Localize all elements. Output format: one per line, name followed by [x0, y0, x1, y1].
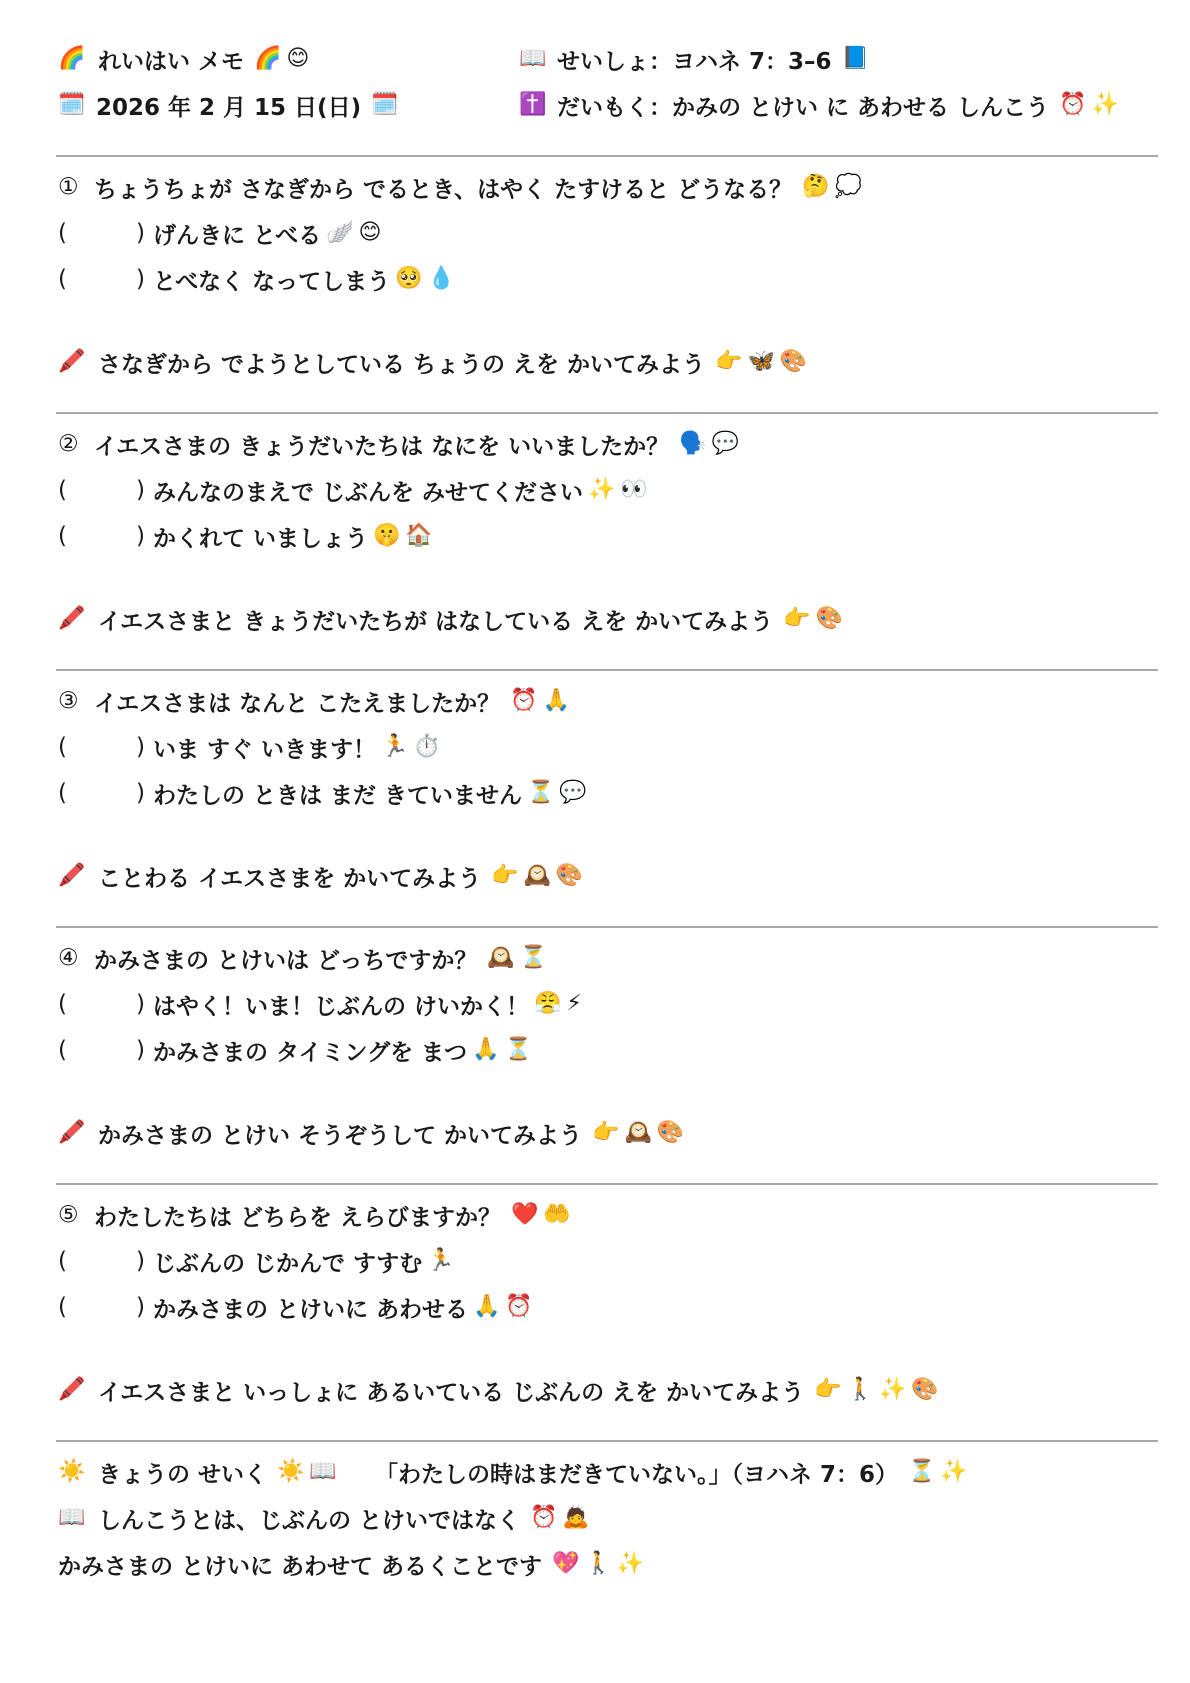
- pointing-right-icon: 👉: [783, 606, 811, 631]
- huffing-face-icon: 😤: [534, 991, 562, 1016]
- drawing-prompt-text: さなぎから でようとしている ちょうの えを かいてみよう: [98, 351, 706, 378]
- alarm-clock-icon: ⏰: [505, 1294, 533, 1319]
- latin-cross-icon: ✝️: [519, 92, 547, 117]
- pointing-right-icon: 👉: [814, 1377, 842, 1402]
- worksheet-header: [58, 36, 1158, 128]
- drawing-prompt: [58, 853, 1158, 899]
- hourglass-icon: ⏳: [504, 1037, 532, 1062]
- artist-palette-icon: 🎨: [779, 349, 808, 374]
- answer-blank-open-paren: (: [58, 991, 67, 1017]
- sparkles-icon: ✨: [878, 1377, 907, 1402]
- option-text: かみさまの タイミングを まつ: [152, 1039, 468, 1066]
- crayon-icon: 🖍️: [58, 863, 86, 888]
- header-row-1: [58, 36, 1158, 82]
- answer-option: [58, 1284, 1158, 1330]
- option-text: わたしの ときは まだ きていません: [152, 782, 523, 809]
- question-number: ⑤: [58, 1202, 79, 1228]
- drawing-prompt: [58, 1367, 1158, 1413]
- section-divider: [56, 155, 1158, 157]
- option-text: じぶんの じかんで すすむ: [152, 1250, 423, 1277]
- question-number: ④: [58, 945, 79, 971]
- answer-blank-close-paren: ): [136, 991, 145, 1017]
- speech-bubble-icon: 💬: [711, 431, 739, 456]
- option-text: かみさまの とけいに あわせる: [152, 1296, 468, 1323]
- walking-person-icon: 🚶: [584, 1551, 612, 1576]
- worship-date: [58, 82, 519, 128]
- scripture-reference: [519, 36, 869, 82]
- answer-option: [58, 256, 1158, 302]
- faith-definition-text: かみさまの とけいに あわせて あるくことです: [58, 1553, 543, 1580]
- calendar-icon: 🗓️: [371, 92, 399, 117]
- sparkles-icon: ✨: [1091, 92, 1119, 117]
- section-divider: [56, 1440, 1158, 1442]
- worship-memo-title: [58, 36, 519, 82]
- title-text: れいはい メモ: [98, 48, 245, 75]
- running-person-icon: 🏃: [381, 734, 409, 759]
- section-divider: [56, 412, 1158, 414]
- palms-up-icon: 🤲: [543, 1202, 571, 1227]
- mantelpiece-clock-icon: 🕰️: [624, 1120, 652, 1145]
- thinking-face-icon: 🤔: [802, 174, 830, 199]
- sparkles-icon: ✨: [616, 1551, 645, 1576]
- section-divider: [56, 669, 1158, 671]
- running-person-icon: 🏃: [427, 1248, 455, 1273]
- question-line: [58, 935, 1158, 981]
- question-1: [58, 164, 1158, 385]
- question-text: イエスさまの きょうだいたちは なにを いいましたか？: [94, 433, 670, 460]
- question-text: イエスさまは なんと こたえましたか？: [94, 690, 501, 717]
- hourglass-icon: ⏳: [908, 1459, 936, 1484]
- question-3: [58, 678, 1158, 899]
- artist-palette-icon: 🎨: [815, 606, 843, 631]
- drawing-prompt: [58, 339, 1158, 385]
- header-row-2: [58, 82, 1158, 128]
- answer-blank-open-paren: (: [58, 734, 67, 760]
- question-number: ②: [58, 431, 79, 457]
- pointing-right-icon: 👉: [592, 1120, 620, 1145]
- answer-blank-close-paren: ): [136, 1248, 145, 1274]
- artist-palette-icon: 🎨: [911, 1377, 939, 1402]
- question-line: [58, 164, 1158, 210]
- answer-blank-open-paren: (: [58, 266, 67, 292]
- option-text: かくれて いましょう: [152, 525, 368, 552]
- question-2: [58, 421, 1158, 642]
- memory-verse: [58, 1449, 1158, 1587]
- option-text: いま すぐ いきます！: [152, 736, 376, 763]
- section-divider: [56, 926, 1158, 928]
- verse-quote: 「わたしの時はまだきていない。」（ヨハネ 7：6）: [375, 1461, 899, 1488]
- answer-blank-close-paren: ): [136, 523, 145, 549]
- pointing-right-icon: 👉: [715, 349, 743, 374]
- alarm-clock-icon: ⏰: [1059, 92, 1087, 117]
- crayon-icon: 🖍️: [58, 1377, 86, 1402]
- thought-bubble-icon: 💭: [834, 174, 862, 199]
- praying-hands-icon: 🙏: [473, 1294, 501, 1319]
- crayon-icon: 🖍️: [58, 606, 86, 631]
- question-text: ちょうちょが さなぎから でるとき、はやく たすけると どうなる？: [94, 176, 793, 203]
- bowing-person-icon: 🙇: [562, 1505, 590, 1530]
- answer-blank-open-paren: (: [58, 1248, 67, 1274]
- droplet-icon: 💧: [427, 266, 455, 291]
- question-line: [58, 1192, 1158, 1238]
- pleading-face-icon: 🥺: [395, 266, 423, 291]
- faith-definition-line: [58, 1495, 1158, 1541]
- answer-blank-open-paren: (: [58, 1037, 67, 1063]
- scripture-text: せいしょ：ヨハネ 7：3–6: [557, 48, 832, 75]
- answer-option: [58, 513, 1158, 559]
- blue-book-icon: 📘: [841, 46, 869, 71]
- open-book-icon: 📖: [309, 1459, 337, 1484]
- sparkles-icon: ✨: [940, 1459, 968, 1484]
- drawing-prompt-text: イエスさまと きょうだいたちが はなしている えを かいてみよう: [98, 608, 774, 635]
- stopwatch-icon: ⏱️: [413, 734, 441, 759]
- answer-blank-close-paren: ): [136, 1037, 145, 1063]
- alarm-clock-icon: ⏰: [530, 1505, 558, 1530]
- artist-palette-icon: 🎨: [555, 863, 584, 888]
- house-icon: 🏠: [405, 523, 433, 548]
- answer-blank-close-paren: ): [136, 734, 145, 760]
- question-text: かみさまの とけいは どっちですか？: [94, 947, 478, 974]
- answer-blank-open-paren: (: [58, 780, 67, 806]
- red-heart-icon: ❤️: [511, 1202, 539, 1227]
- answer-blank-close-paren: ): [136, 1294, 145, 1320]
- hourglass-icon: ⏳: [527, 780, 555, 805]
- answer-option: [58, 1238, 1158, 1284]
- question-line: [58, 421, 1158, 467]
- answer-option: [58, 770, 1158, 816]
- faith-definition-line: [58, 1541, 1158, 1587]
- butterfly-icon: 🦋: [747, 349, 775, 374]
- faith-definition-text: しんこうとは、じぶんの とけいではなく: [98, 1507, 521, 1534]
- smiling-face-icon: 😊: [358, 220, 382, 245]
- mantelpiece-clock-icon: 🕰️: [487, 945, 515, 970]
- open-book-icon: 📖: [58, 1505, 86, 1530]
- mantelpiece-clock-icon: 🕰️: [523, 863, 551, 888]
- drawing-prompt-text: ことわる イエスさまを かいてみよう: [98, 865, 482, 892]
- section-divider: [56, 1183, 1158, 1185]
- sparkling-heart-icon: 💖: [552, 1551, 580, 1576]
- sun-icon: ☀️: [58, 1459, 86, 1484]
- speaking-head-icon: 🗣️: [679, 431, 707, 456]
- date-text: 2026 年 2 月 15 日(日): [96, 94, 362, 121]
- answer-blank-close-paren: ): [136, 780, 145, 806]
- option-text: げんきに とべる: [152, 222, 322, 249]
- option-text: みんなのまえで じぶんを みせてください: [152, 479, 583, 506]
- rainbow-icon: 🌈: [58, 46, 86, 71]
- answer-blank-close-paren: ): [136, 477, 145, 503]
- answer-blank-open-paren: (: [58, 477, 67, 503]
- question-5: [58, 1192, 1158, 1413]
- lightning-icon: ⚡: [566, 991, 582, 1016]
- smiling-face-icon: 😊: [286, 46, 310, 71]
- question-text: わたしたちは どちらを えらびますか？: [94, 1204, 502, 1231]
- crayon-icon: 🖍️: [58, 349, 86, 374]
- walking-person-icon: 🚶: [846, 1377, 874, 1402]
- rainbow-icon: 🌈: [254, 46, 282, 71]
- drawing-prompt-text: かみさまの とけい そうぞうして かいてみよう: [98, 1122, 583, 1149]
- answer-blank-open-paren: (: [58, 220, 67, 246]
- eyes-icon: 👀: [620, 477, 648, 502]
- answer-option: [58, 467, 1158, 513]
- sun-icon: ☀️: [277, 1459, 305, 1484]
- pointing-right-icon: 👉: [491, 863, 519, 888]
- answer-blank-open-paren: (: [58, 1294, 67, 1320]
- answer-option: [58, 1027, 1158, 1073]
- question-number: ①: [58, 174, 79, 200]
- drawing-prompt: [58, 1110, 1158, 1156]
- verse-heading-text: きょうの せいく: [98, 1461, 268, 1488]
- praying-hands-icon: 🙏: [542, 688, 570, 713]
- question-line: [58, 678, 1158, 724]
- open-book-icon: 📖: [519, 46, 547, 71]
- calendar-icon: 🗓️: [58, 92, 86, 117]
- option-text: はやく！いま！じぶんの けいかく！: [152, 993, 529, 1020]
- question-4: [58, 935, 1158, 1156]
- drawing-prompt-text: イエスさまと いっしょに あるいている じぶんの えを かいてみよう: [98, 1379, 805, 1406]
- drawing-prompt: [58, 596, 1158, 642]
- wing-icon: 🪽: [326, 220, 354, 245]
- speech-bubble-icon: 💬: [559, 780, 587, 805]
- question-number: ③: [58, 688, 79, 714]
- answer-blank-close-paren: ): [136, 266, 145, 292]
- answer-option: [58, 724, 1158, 770]
- theme-text: だいもく：かみの とけい に あわせる しんこう: [557, 94, 1050, 121]
- option-text: とべなく なってしまう: [152, 268, 391, 295]
- answer-blank-close-paren: ): [136, 220, 145, 246]
- praying-hands-icon: 🙏: [472, 1037, 500, 1062]
- hourglass-icon: ⏳: [519, 945, 548, 970]
- crayon-icon: 🖍️: [58, 1120, 86, 1145]
- alarm-clock-icon: ⏰: [510, 688, 538, 713]
- verse-heading: [58, 1456, 375, 1489]
- answer-blank-open-paren: (: [58, 523, 67, 549]
- verse-line: [58, 1449, 1158, 1495]
- answer-option: [58, 210, 1158, 256]
- sparkles-icon: ✨: [588, 477, 616, 502]
- shushing-face-icon: 🤫: [373, 523, 401, 548]
- answer-option: [58, 981, 1158, 1027]
- artist-palette-icon: 🎨: [656, 1120, 685, 1145]
- sermon-theme: [519, 82, 1119, 128]
